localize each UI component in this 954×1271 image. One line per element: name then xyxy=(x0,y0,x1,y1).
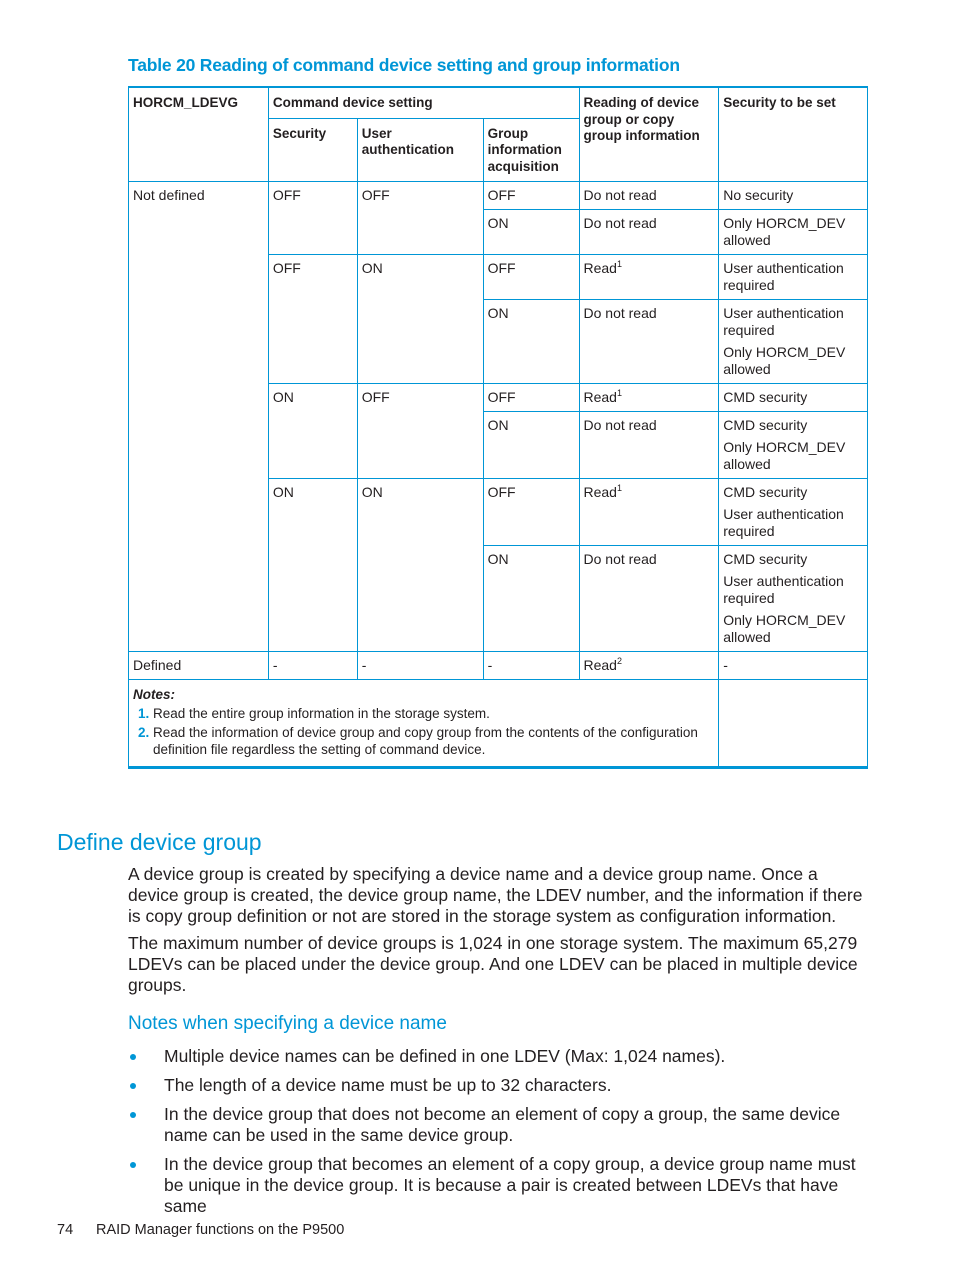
cell-user-auth: OFF xyxy=(357,182,483,255)
cell-security-set xyxy=(719,182,868,210)
list-item xyxy=(128,1104,873,1146)
cell-security: ON xyxy=(268,384,357,479)
header-command-device-setting: Command device setting xyxy=(268,87,579,118)
reading-text: Read xyxy=(583,260,617,276)
header-reading: Reading of device group or copy group information xyxy=(579,87,719,182)
note-number: 2. xyxy=(138,725,150,740)
cell-group: ON xyxy=(483,210,579,255)
section-paragraph-2: The maximum number of device groups is 1,024 in one storage system. The maximum 65,279 LDEVs can be placed under the device group. And one LDEV can be placed in multiple device groups. xyxy=(128,933,858,995)
table-caption: Table 20 Reading of command device setting and group information xyxy=(128,55,680,75)
horcm-ldevg-not-defined: Not defined xyxy=(129,182,269,652)
cell-security: ON xyxy=(268,479,357,652)
cell-group: ON xyxy=(483,300,579,384)
horcm-ldevg-defined: Defined xyxy=(129,652,269,680)
cell-security-set xyxy=(719,546,868,652)
page-footer xyxy=(57,1222,344,1238)
bullet-text: In the device group that becomes an element of a copy group, a device group name must be unique in the device group. It is because a pair is created between LDEVs that have same xyxy=(164,1154,856,1216)
header-security-to-set: Security to be set xyxy=(719,87,868,182)
cell-security-set xyxy=(719,384,868,412)
note-text: Read the information of device group and copy group from the contents of the configuration definition file regardless the setting of command device. xyxy=(153,725,698,757)
bullet-icon xyxy=(130,1083,136,1089)
cell-user-auth: ON xyxy=(357,255,483,384)
table-notes xyxy=(129,680,719,768)
table-row-defined xyxy=(129,652,868,680)
cell-user-auth: ON xyxy=(357,479,483,652)
table-notes-row xyxy=(129,680,868,768)
security-line: User authentication required xyxy=(723,506,844,539)
reading-text: Read xyxy=(583,484,617,500)
cell-reading: Do not read xyxy=(579,300,719,384)
footnote-ref: 1 xyxy=(616,259,622,269)
cell-security-set xyxy=(719,210,868,255)
footnote-ref: 1 xyxy=(616,483,622,493)
note-item xyxy=(133,705,714,722)
reading-text: Read xyxy=(583,657,617,673)
security-line: User authentication required xyxy=(723,573,844,606)
section-paragraph-1: A device group is created by specifying a device name and a device group name. Once a device group is created, the device group name, the LDEV number, and the information if there is copy group definition or not are stored in the storage system as configuration information. xyxy=(128,864,863,926)
header-security: Security xyxy=(268,118,357,182)
cell-security-set xyxy=(719,479,868,546)
list-item xyxy=(128,1046,873,1067)
cell-security: OFF xyxy=(268,255,357,384)
security-line: No security xyxy=(723,187,794,203)
security-line: Only HORCM_DEV allowed xyxy=(723,215,846,248)
section-title: Define device group xyxy=(57,829,262,855)
security-line: CMD security xyxy=(723,484,808,500)
security-line: CMD security xyxy=(723,417,808,433)
list-item xyxy=(128,1154,873,1217)
security-line: User authentication required xyxy=(723,260,844,293)
note-text: Read the entire group information in the storage system. xyxy=(153,706,490,721)
cell-security-set: - xyxy=(719,652,868,680)
cell-security-set xyxy=(719,255,868,300)
cell-group: ON xyxy=(483,546,579,652)
security-line: Only HORCM_DEV allowed xyxy=(723,439,846,472)
reading-text: Read xyxy=(583,389,617,405)
command-device-table xyxy=(128,86,868,769)
cell-reading xyxy=(579,479,719,546)
footnote-ref: 2 xyxy=(616,656,622,666)
cell-reading xyxy=(579,652,719,680)
cell-group: - xyxy=(483,652,579,680)
cell-security-set xyxy=(719,412,868,479)
note-number: 1. xyxy=(138,706,150,721)
cell-group: OFF xyxy=(483,384,579,412)
list-item xyxy=(128,1075,873,1096)
cell-group: OFF xyxy=(483,182,579,210)
note-item xyxy=(133,724,714,758)
footer-text: RAID Manager functions on the P9500 xyxy=(96,1222,345,1238)
cell-reading: Do not read xyxy=(579,210,719,255)
notes-empty-cell xyxy=(719,680,868,768)
footnote-ref: 1 xyxy=(616,388,622,398)
bullet-text: The length of a device name must be up to 32 characters. xyxy=(164,1075,612,1095)
notes-title: Notes: xyxy=(133,687,176,702)
table-row xyxy=(129,182,868,210)
notes-bullet-list xyxy=(128,1046,873,1225)
cell-reading xyxy=(579,255,719,300)
table-header-row xyxy=(129,87,868,118)
subsection-title: Notes when specifying a device name xyxy=(128,1013,447,1034)
security-line: CMD security xyxy=(723,551,808,567)
cell-security: - xyxy=(268,652,357,680)
cell-group: OFF xyxy=(483,479,579,546)
cell-reading: Do not read xyxy=(579,182,719,210)
cell-group: ON xyxy=(483,412,579,479)
header-group-info: Group information acquisition xyxy=(483,118,579,182)
security-line: Only HORCM_DEV allowed xyxy=(723,612,846,645)
bullet-icon xyxy=(130,1054,136,1060)
security-line: Only HORCM_DEV allowed xyxy=(723,344,846,377)
bullet-text: Multiple device names can be defined in one LDEV (Max: 1,024 names). xyxy=(164,1046,726,1066)
bullet-text: In the device group that does not become an element of copy a group, the same device name can be used in the same device group. xyxy=(164,1104,841,1145)
cell-reading: Do not read xyxy=(579,412,719,479)
cell-security: OFF xyxy=(268,182,357,255)
cell-security-set xyxy=(719,300,868,384)
cell-group: OFF xyxy=(483,255,579,300)
header-horcm-ldevg: HORCM_LDEVG xyxy=(129,87,269,182)
page-number: 74 xyxy=(57,1222,74,1238)
bullet-icon xyxy=(130,1162,136,1168)
bullet-icon xyxy=(130,1112,136,1118)
header-user-auth: User authentication xyxy=(357,118,483,182)
cell-user-auth: OFF xyxy=(357,384,483,479)
cell-reading xyxy=(579,384,719,412)
security-line: CMD security xyxy=(723,389,808,405)
cell-user-auth: - xyxy=(357,652,483,680)
cell-reading: Do not read xyxy=(579,546,719,652)
security-line: User authentication required xyxy=(723,305,844,338)
